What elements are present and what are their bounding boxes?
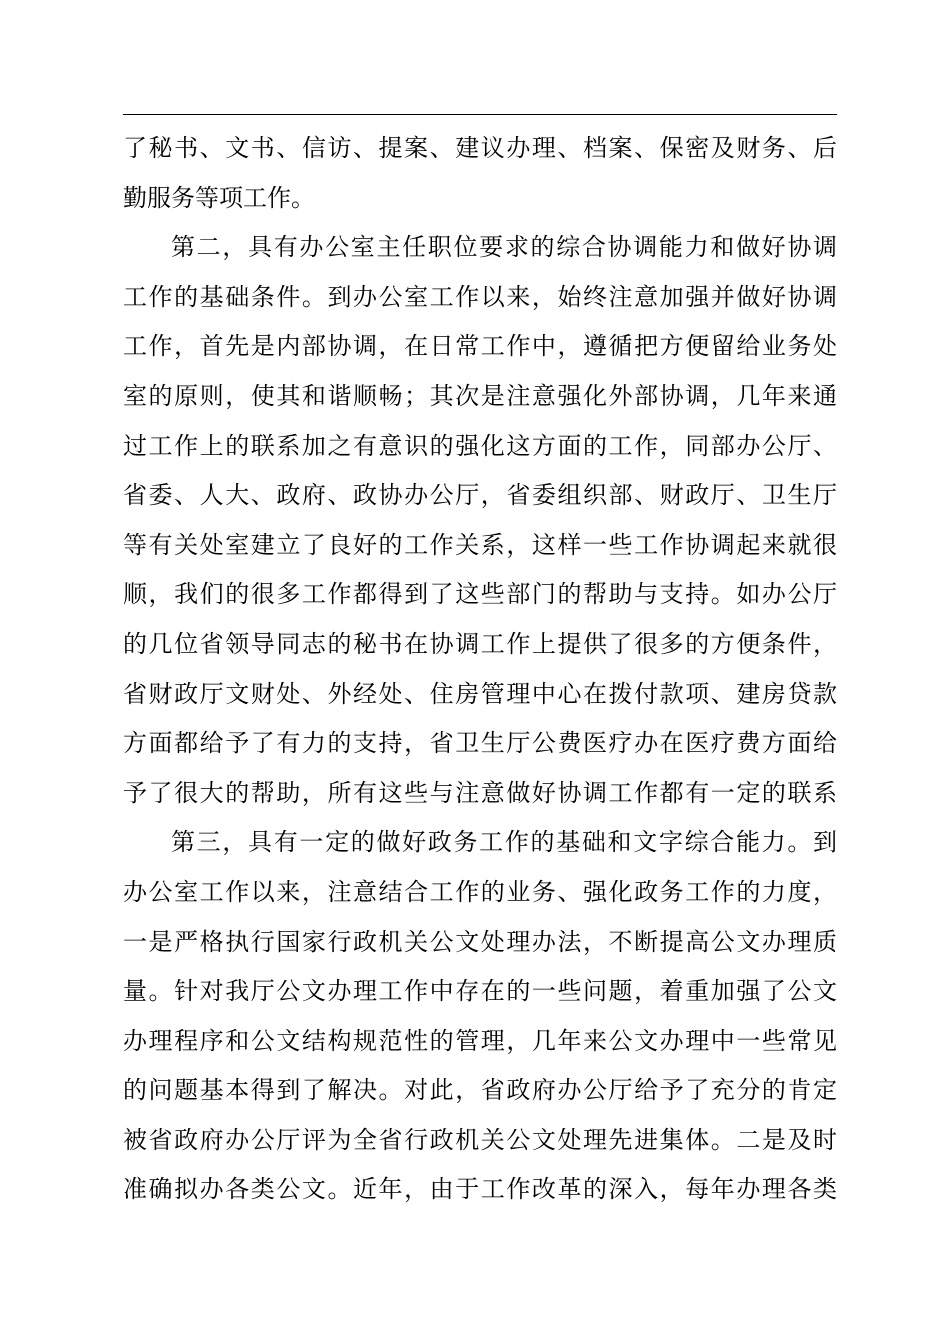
text-line: 省财政厅文财处、外经处、住房管理中心在拨付款项、建房贷款	[123, 679, 837, 708]
text-line: 过工作上的联系加之有意识的强化这方面的工作，同部办公厅、	[123, 431, 837, 460]
text-line: 第三，具有一定的做好政务工作的基础和文字综合能力。到	[171, 828, 837, 857]
header-rule	[123, 114, 837, 115]
text-line: 顺，我们的很多工作都得到了这些部门的帮助与支持。如办公厅	[123, 580, 837, 609]
text-line: 一是严格执行国家行政机关公文处理办法，不断提高公文办理质	[123, 927, 837, 956]
text-line: 勤服务等项工作。	[123, 183, 315, 212]
text-line: 方面都给予了有力的支持，省卫生厅公费医疗办在医疗费方面给	[123, 729, 837, 758]
text-line: 办理程序和公文结构规范性的管理，几年来公文办理中一些常见	[123, 1026, 837, 1055]
text-line: 量。针对我厅公文办理工作中存在的一些问题，着重加强了公文	[123, 977, 837, 1006]
document-body	[123, 124, 837, 1215]
text-line: 工作，首先是内部协调，在日常工作中，遵循把方便留给业务处	[123, 332, 837, 361]
text-line: 的几位省领导同志的秘书在协调工作上提供了很多的方便条件，	[123, 629, 837, 658]
text-line: 第二，具有办公室主任职位要求的综合协调能力和做好协调	[171, 233, 837, 262]
text-line: 予了很大的帮助，所有这些与注意做好协调工作都有一定的联系	[123, 778, 837, 807]
text-line: 的问题基本得到了解决。对此，省政府办公厅给予了充分的肯定	[123, 1076, 837, 1105]
text-line: 工作的基础条件。到办公室工作以来，始终注意加强并做好协调	[123, 282, 837, 311]
text-line: 室的原则，使其和谐顺畅；其次是注意强化外部协调，几年来通	[123, 381, 837, 410]
text-line: 被省政府办公厅评为全省行政机关公文处理先进集体。二是及时	[123, 1125, 837, 1154]
text-line: 了秘书、文书、信访、提案、建议办理、档案、保密及财务、后	[123, 134, 837, 162]
text-line: 准确拟办各类公文。近年，由于工作改革的深入，每年办理各类	[123, 1175, 837, 1204]
text-line: 等有关处室建立了良好的工作关系，这样一些工作协调起来就很	[123, 530, 837, 559]
text-line: 办公室工作以来，注意结合工作的业务、强化政务工作的力度，	[123, 877, 837, 906]
text-line: 省委、人大、政府、政协办公厅，省委组织部、财政厅、卫生厅	[123, 481, 837, 510]
